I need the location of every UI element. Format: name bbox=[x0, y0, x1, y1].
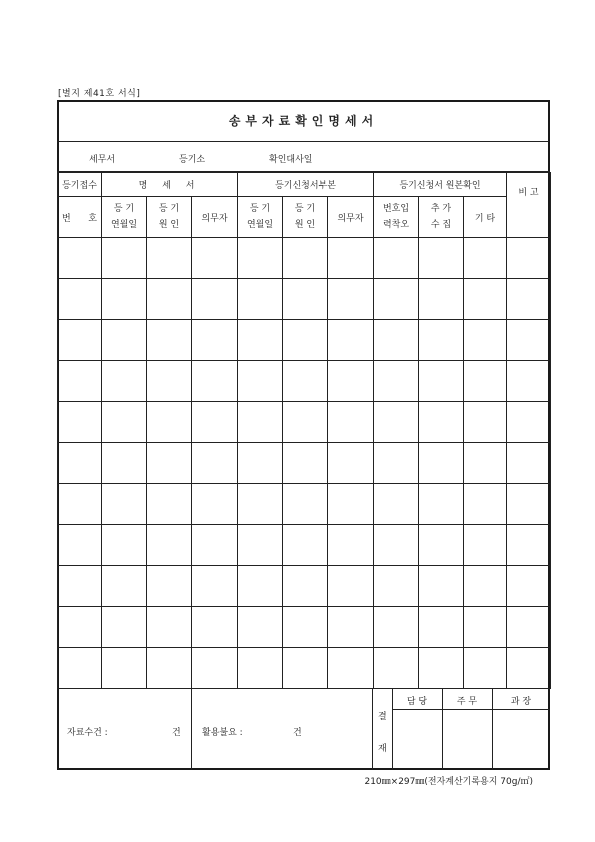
table-row bbox=[58, 238, 551, 279]
table-cell[interactable] bbox=[147, 361, 192, 402]
info-row bbox=[57, 142, 550, 172]
tax-office-label: 세무서 bbox=[89, 155, 116, 165]
table-cell[interactable] bbox=[464, 566, 507, 607]
reg-no-char-2: 호 bbox=[88, 213, 97, 224]
col-additional-line1: 추 가 bbox=[430, 203, 452, 214]
group-copy-header: 등기신청서부본 bbox=[238, 173, 374, 197]
table-cell[interactable] bbox=[464, 320, 507, 361]
table-cell[interactable] bbox=[283, 361, 328, 402]
table-cell[interactable] bbox=[419, 484, 464, 525]
table-cell[interactable] bbox=[102, 402, 147, 443]
divider bbox=[372, 688, 373, 770]
table-cell[interactable] bbox=[374, 484, 419, 525]
table-cell[interactable] bbox=[328, 238, 374, 279]
table-cell[interactable] bbox=[102, 484, 147, 525]
table-cell[interactable] bbox=[102, 320, 147, 361]
table-cell[interactable] bbox=[374, 607, 419, 648]
table-cell[interactable] bbox=[102, 607, 147, 648]
col-reg-date-line2: 연월일 bbox=[110, 219, 138, 230]
table-cell[interactable] bbox=[238, 361, 283, 402]
col-reg-cause2-line2: 원 인 bbox=[294, 219, 316, 230]
table-cell[interactable] bbox=[328, 566, 374, 607]
table-cell[interactable] bbox=[238, 402, 283, 443]
table-cell[interactable] bbox=[102, 361, 147, 402]
table-cell[interactable] bbox=[58, 525, 102, 566]
table-cell[interactable] bbox=[283, 484, 328, 525]
records-table bbox=[57, 172, 551, 689]
confirm-date-label: 확인대사일 bbox=[269, 155, 313, 165]
table-cell[interactable] bbox=[102, 648, 147, 689]
table-row bbox=[58, 484, 551, 525]
table-row bbox=[58, 525, 551, 566]
table-cell[interactable] bbox=[238, 648, 283, 689]
col-reg-cause-line2: 원 인 bbox=[158, 219, 180, 230]
table-row bbox=[58, 361, 551, 402]
table-cell[interactable] bbox=[192, 238, 238, 279]
table-cell[interactable] bbox=[102, 443, 147, 484]
table-cell[interactable] bbox=[374, 320, 419, 361]
table-cell[interactable] bbox=[328, 320, 374, 361]
col-additional-line2: 수 집 bbox=[430, 219, 452, 230]
table-cell[interactable] bbox=[507, 484, 551, 525]
col-input-error-line2: 력착오 bbox=[382, 219, 410, 230]
table-cell[interactable] bbox=[283, 566, 328, 607]
table-cell[interactable] bbox=[464, 238, 507, 279]
table-cell[interactable] bbox=[283, 320, 328, 361]
table-cell[interactable] bbox=[464, 525, 507, 566]
table-cell[interactable] bbox=[58, 484, 102, 525]
col-reg-date-line1: 등 기 bbox=[113, 203, 135, 214]
table-cell[interactable] bbox=[283, 238, 328, 279]
group-original-header: 등기신청서 원본확인 bbox=[374, 173, 507, 197]
table-cell[interactable] bbox=[419, 566, 464, 607]
table-cell[interactable] bbox=[102, 238, 147, 279]
col-additional bbox=[419, 197, 464, 238]
table-row bbox=[58, 279, 551, 320]
table-cell[interactable] bbox=[147, 443, 192, 484]
table-cell[interactable] bbox=[507, 238, 551, 279]
col-reg-cause-line1: 등 기 bbox=[158, 203, 180, 214]
reg-no-header-bottom bbox=[58, 197, 102, 238]
table-cell[interactable] bbox=[192, 443, 238, 484]
table-cell[interactable] bbox=[464, 648, 507, 689]
table-cell[interactable] bbox=[374, 279, 419, 320]
table-cell[interactable] bbox=[58, 402, 102, 443]
table-cell[interactable] bbox=[464, 443, 507, 484]
table-cell[interactable] bbox=[192, 402, 238, 443]
table-cell[interactable] bbox=[507, 566, 551, 607]
divider bbox=[191, 688, 192, 770]
table-cell[interactable] bbox=[147, 484, 192, 525]
table-cell[interactable] bbox=[419, 238, 464, 279]
table-cell[interactable] bbox=[192, 525, 238, 566]
divider bbox=[392, 709, 550, 710]
table-cell[interactable] bbox=[238, 320, 283, 361]
reg-no-header-top: 등기접수 bbox=[58, 173, 102, 197]
table-cell[interactable] bbox=[192, 361, 238, 402]
table-cell[interactable] bbox=[147, 648, 192, 689]
table-cell[interactable] bbox=[464, 361, 507, 402]
table-cell[interactable] bbox=[419, 607, 464, 648]
table-cell[interactable] bbox=[374, 648, 419, 689]
table-cell[interactable] bbox=[507, 279, 551, 320]
table-cell[interactable] bbox=[238, 607, 283, 648]
table-body bbox=[58, 238, 551, 689]
table-cell[interactable] bbox=[374, 525, 419, 566]
table-cell[interactable] bbox=[147, 279, 192, 320]
table-cell[interactable] bbox=[283, 648, 328, 689]
staff-header: 담 당 bbox=[406, 697, 428, 707]
table-cell[interactable] bbox=[192, 566, 238, 607]
col-reg-cause bbox=[147, 197, 192, 238]
table-cell[interactable] bbox=[507, 525, 551, 566]
table-cell[interactable] bbox=[419, 320, 464, 361]
group-statement-header: 명 세 서 bbox=[102, 173, 238, 197]
table-cell[interactable] bbox=[283, 279, 328, 320]
table-cell[interactable] bbox=[464, 402, 507, 443]
table-cell[interactable] bbox=[283, 607, 328, 648]
col-other: 기 타 bbox=[464, 197, 507, 238]
table-cell[interactable] bbox=[283, 443, 328, 484]
table-cell[interactable] bbox=[507, 402, 551, 443]
table-cell[interactable] bbox=[283, 525, 328, 566]
table-cell[interactable] bbox=[147, 320, 192, 361]
col-input-error-line1: 번호입 bbox=[382, 203, 410, 214]
table-cell[interactable] bbox=[58, 320, 102, 361]
table-cell[interactable] bbox=[328, 607, 374, 648]
table-cell[interactable] bbox=[238, 443, 283, 484]
col-reg-date2-line1: 등 기 bbox=[249, 203, 271, 214]
table-cell[interactable] bbox=[328, 484, 374, 525]
table-cell[interactable] bbox=[374, 238, 419, 279]
table-cell[interactable] bbox=[192, 484, 238, 525]
col-reg-date2-line2: 연월일 bbox=[246, 219, 274, 230]
table-row bbox=[58, 648, 551, 689]
table-cell[interactable] bbox=[328, 402, 374, 443]
table-cell[interactable] bbox=[464, 607, 507, 648]
table-cell[interactable] bbox=[419, 361, 464, 402]
table-row bbox=[58, 607, 551, 648]
table-cell[interactable] bbox=[147, 607, 192, 648]
registry-label: 등기소 bbox=[179, 155, 206, 165]
table-cell[interactable] bbox=[192, 279, 238, 320]
table-cell[interactable] bbox=[192, 648, 238, 689]
summary-area bbox=[57, 688, 550, 770]
col-reg-cause-2 bbox=[283, 197, 328, 238]
table-cell[interactable] bbox=[58, 566, 102, 607]
received-count-unit: 건 bbox=[172, 728, 181, 738]
approval-label-1: 결 bbox=[378, 712, 387, 722]
col-obligor: 의무자 bbox=[192, 197, 238, 238]
table-cell[interactable] bbox=[374, 566, 419, 607]
table-cell[interactable] bbox=[374, 402, 419, 443]
table-cell[interactable] bbox=[419, 648, 464, 689]
unused-count-unit: 건 bbox=[293, 728, 302, 738]
col-reg-cause2-line1: 등 기 bbox=[294, 203, 316, 214]
table-cell[interactable] bbox=[58, 279, 102, 320]
table-cell[interactable] bbox=[147, 238, 192, 279]
form-title: 송부자료확인명세서 bbox=[57, 100, 550, 142]
table-cell[interactable] bbox=[507, 320, 551, 361]
approval-label-2: 재 bbox=[378, 744, 387, 754]
col-input-error bbox=[374, 197, 419, 238]
table-cell[interactable] bbox=[507, 648, 551, 689]
table-cell[interactable] bbox=[238, 279, 283, 320]
table-cell[interactable] bbox=[102, 525, 147, 566]
table-cell[interactable] bbox=[238, 566, 283, 607]
table-cell[interactable] bbox=[328, 648, 374, 689]
table-cell[interactable] bbox=[507, 607, 551, 648]
table-cell[interactable] bbox=[328, 443, 374, 484]
table-cell[interactable] bbox=[283, 402, 328, 443]
table-cell[interactable] bbox=[58, 648, 102, 689]
table-cell[interactable] bbox=[419, 525, 464, 566]
note-header: 비 고 bbox=[507, 173, 551, 238]
table-cell[interactable] bbox=[464, 279, 507, 320]
table-row bbox=[58, 443, 551, 484]
table-row bbox=[58, 320, 551, 361]
table-row bbox=[58, 402, 551, 443]
table-cell[interactable] bbox=[419, 443, 464, 484]
table-cell[interactable] bbox=[147, 402, 192, 443]
table-cell[interactable] bbox=[192, 607, 238, 648]
table-row bbox=[58, 566, 551, 607]
table-cell[interactable] bbox=[102, 566, 147, 607]
table-cell[interactable] bbox=[58, 361, 102, 402]
table-cell[interactable] bbox=[58, 443, 102, 484]
table-cell[interactable] bbox=[374, 361, 419, 402]
table-cell[interactable] bbox=[464, 484, 507, 525]
table-cell[interactable] bbox=[419, 402, 464, 443]
table-cell[interactable] bbox=[328, 361, 374, 402]
col-reg-date-2 bbox=[238, 197, 283, 238]
table-cell[interactable] bbox=[102, 279, 147, 320]
table-cell[interactable] bbox=[328, 279, 374, 320]
table-cell[interactable] bbox=[147, 566, 192, 607]
table-cell[interactable] bbox=[58, 238, 102, 279]
table-cell[interactable] bbox=[507, 443, 551, 484]
table-cell[interactable] bbox=[238, 525, 283, 566]
received-count-label: 자료수건 : bbox=[67, 728, 108, 738]
reg-no-char-1: 번 bbox=[62, 213, 71, 224]
col-reg-date bbox=[102, 197, 147, 238]
col-obligor-2: 의무자 bbox=[328, 197, 374, 238]
table-cell[interactable] bbox=[419, 279, 464, 320]
unused-count-label: 활용불요 : bbox=[202, 728, 243, 738]
chief-header: 주 무 bbox=[456, 697, 478, 707]
manager-header: 과 장 bbox=[510, 697, 532, 707]
table-cell[interactable] bbox=[238, 484, 283, 525]
table-cell[interactable] bbox=[58, 607, 102, 648]
table-cell[interactable] bbox=[192, 320, 238, 361]
table-cell[interactable] bbox=[238, 238, 283, 279]
paper-spec-footer: 210㎜×297㎜(전자계산기록용지 70g/㎡) bbox=[364, 777, 533, 787]
table-cell[interactable] bbox=[374, 443, 419, 484]
table-cell[interactable] bbox=[507, 361, 551, 402]
table-cell[interactable] bbox=[328, 525, 374, 566]
form-number-label: [별지 제41호 서식] bbox=[58, 89, 141, 99]
table-cell[interactable] bbox=[147, 525, 192, 566]
